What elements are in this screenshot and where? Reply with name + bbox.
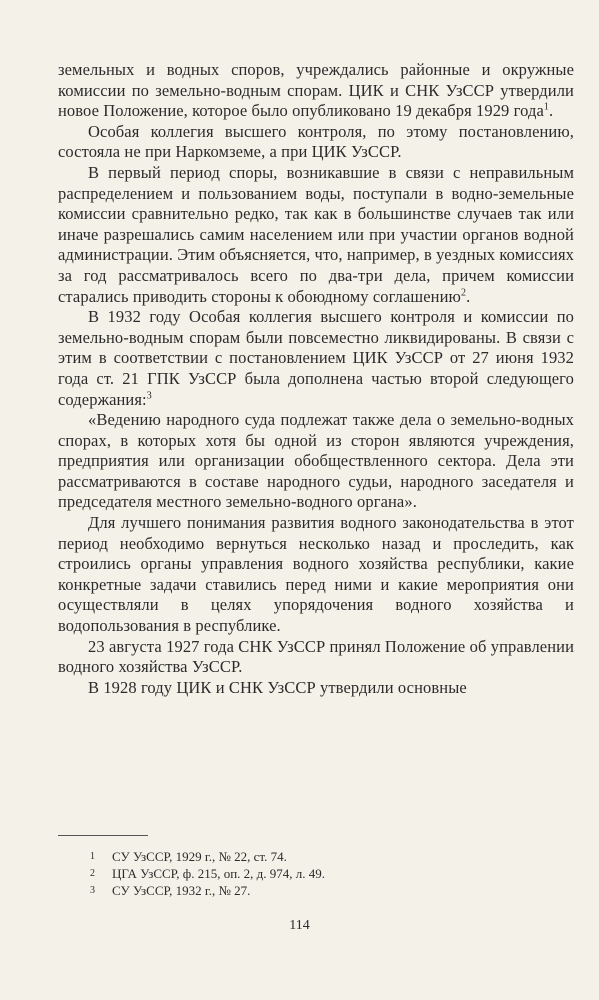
footnote-ref-2: 2	[460, 287, 467, 299]
paragraph-1: земельных и водных споров, учреждались районные и окружные комиссии по земельно-водным спорам. ЦИК и СНК УзССР утвердили новое Положение, которое было опубликовано 19 декабря 1929 года$^1$.	[58, 60, 574, 121]
page-number: 114	[289, 918, 310, 933]
footnote: 2 ЦГА УзССР, ф. 215, оп. 2, д. 974, л. 49.	[90, 866, 326, 881]
footnotes	[90, 848, 570, 899]
body-text	[58, 60, 574, 698]
footnote-separator	[58, 835, 148, 836]
paragraph-4: В 1932 году Особая коллегия высшего контроля и комиссии по земельно-водным спорам были повсеместно ликвидированы. В связи с этим в соответствии с постановлением ЦИК УзССР от 27 июня 1932 года ст. 21 ГПК УзССР была дополнена частью второй следующего содержания:$^3$	[58, 307, 574, 409]
paragraph-8: В 1928 году ЦИК и СНК УзССР утвердили основные	[88, 677, 467, 697]
footnote-ref-3: 3	[146, 390, 152, 401]
paragraph-3: В первый период споры, возникавшие в связи с неправильным распределением и пользованием воды, поступали в водно-земельные комиссии сравнительно редко, так как в большинстве случаев так или иначе разрешались самим населением или при участии органов водной администрации. Этим объясняется, что, например, в уездных комиссиях за год рассматривалось всего по два-три дела, причем комиссии старались приводить стороны к обоюдному соглашению$^2$.	[58, 162, 574, 306]
paragraph-2: Особая коллегия высшего контроля, по этому постановлению, состояла не при Наркомземе, а при ЦИК УзССР.	[58, 121, 574, 162]
quote-paragraph: «Ведению народного суда подлежат также дела о земельно-водных спорах, в которых хотя бы одной из сторон являются учреждения, предприятия или организации обобществленного сектора. Дела эти рассматриваются в составе народного судьи, народного заседателя и председателя местного земельно-водного органа».	[58, 410, 574, 512]
footnote: 3 СУ УзССР, 1932 г., № 27.	[90, 883, 251, 898]
footnote: 1 СУ УзССР, 1929 г., № 22, ст. 74.	[90, 849, 287, 864]
paragraph-6: Для лучшего понимания развития водного законодательства в этот период необходимо вернуться несколько назад и проследить, как строились органы управления водного хозяйства республики, какие конкретные задачи ставились перед ними и какие мероприятия они осуществляли в целях упорядочения водного хозяйства и водопользования в республике.	[58, 513, 574, 636]
paragraph-7: 23 августа 1927 года СНК УзССР принял Положение об управлении водного хозяйства УзССР.	[58, 636, 574, 677]
footnote-ref-1: 1	[543, 101, 549, 113]
